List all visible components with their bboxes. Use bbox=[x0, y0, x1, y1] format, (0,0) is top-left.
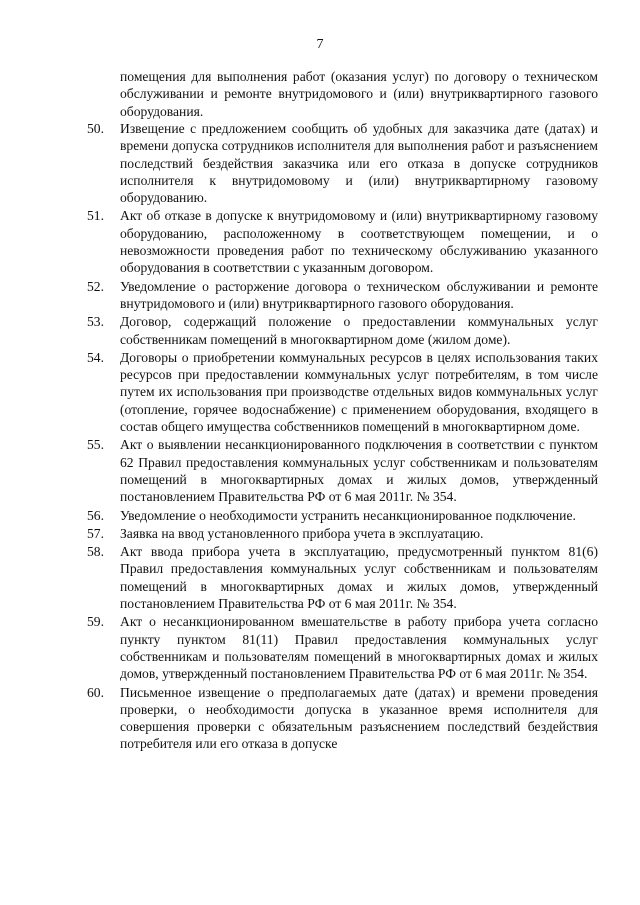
item-text: Договоры о приобретении коммунальных ресурсов в целях использования таких ресурсов при предоставлении коммунальных услуг потребителям, в том числе путем их использования при производстве отдельных видов коммунальных услуг (отопление, горячее водоснабжение) с применением оборудования, входящего в состав общего имущества собственников помещений в многоквартирном доме. bbox=[120, 349, 598, 435]
item-number: 55. bbox=[87, 437, 104, 453]
item-text: Заявка на ввод установленного прибора учета в эксплуатацию. bbox=[120, 525, 484, 541]
item-text: Акт ввода прибора учета в эксплуатацию, предусмотренный пунктом 81(6) Правил предоставления коммунальных услуг собственникам и пользователям помещений в многоквартирных домах и жилых домов, утвержденный постановлением Правительства РФ от 6 мая 2011г. № 354. bbox=[120, 544, 598, 612]
item-text: Акт о выявлении несанкционированного подключения в соответствии с пунктом 62 Правил предоставления коммунальных услуг собственникам и пользователям помещений в многоквартирных домах и жилых домов, утвержденный постановлением Правительства РФ от 6 мая 2011г. № 354. bbox=[120, 437, 598, 505]
list-item bbox=[0, 543, 640, 612]
item-number: 57. bbox=[87, 525, 104, 541]
item-text: Письменное извещение о предполагаемых дате (датах) и времени проведения проверки, о необходимости допуска в указанное время исполнителя для совершения проверки с обязательным разъяснением последствий бездействия потребителя или его отказа в допуске bbox=[120, 684, 598, 752]
item-number: 53. bbox=[87, 314, 104, 330]
item-text: Извещение с предложением сообщить об удобных для заказчика дате (датах) и времени допуска сотрудников исполнителя для выполнения работ и разъяснением последствий бездействия заказчика или его отказа в допуске сотрудников исполнителя к внутридомовому и (или) внутриквартирному газовому оборудованию. bbox=[120, 121, 598, 206]
list-item bbox=[0, 349, 640, 435]
continuation-paragraph: помещения для выполнения работ (оказания услуг) по договору о техническом обслуживании и ремонте внутридомового и (или) внутриквартирного газового оборудования. bbox=[120, 69, 598, 119]
list-item bbox=[0, 525, 640, 542]
item-number: 60. bbox=[87, 684, 104, 700]
list-item bbox=[0, 278, 640, 313]
numbered-list bbox=[0, 120, 640, 754]
item-number: 56. bbox=[87, 507, 104, 523]
item-number: 51. bbox=[87, 208, 104, 224]
item-text: Договор, содержащий положение о предоставлении коммунальных услуг собственникам помещений в многоквартирном доме (жилом доме). bbox=[120, 314, 598, 347]
page-number: 7 bbox=[316, 37, 324, 52]
item-text: Уведомление о расторжение договора о техническом обслуживании и ремонте внутридомового и (или) внутриквартирного газового оборудования. bbox=[120, 278, 598, 311]
list-item bbox=[0, 120, 640, 206]
item-number: 52. bbox=[87, 278, 104, 294]
item-number: 54. bbox=[87, 349, 104, 365]
list-item bbox=[0, 613, 640, 682]
item-number: 50. bbox=[87, 121, 104, 136]
item-text: Акт об отказе в допуске к внутридомовому и (или) внутриквартирному газовому оборудованию, расположенному в соответствующем помещении, и о невозможности проведения работ по техническому обслуживанию указанного оборудования в соответствии с указанным договором. bbox=[120, 208, 598, 276]
list-item bbox=[0, 207, 640, 276]
list-item bbox=[0, 684, 640, 753]
list-item bbox=[0, 436, 640, 505]
item-number: 59. bbox=[87, 614, 104, 630]
item-text: Уведомление о необходимости устранить несанкционированное подключение. bbox=[120, 507, 576, 523]
list-item bbox=[0, 507, 640, 524]
item-text: Акт о несанкционированном вмешательстве в работу прибора учета согласно пункту пунктом 81(11) Правил предоставления коммунальных услуг собственникам и пользователям помещений в многоквартирных домах и жилых домов, утвержденный постановлением Правительства РФ от 6 мая 2011г. № 354. bbox=[120, 614, 598, 682]
item-number: 58. bbox=[87, 544, 104, 560]
list-item bbox=[0, 313, 640, 348]
